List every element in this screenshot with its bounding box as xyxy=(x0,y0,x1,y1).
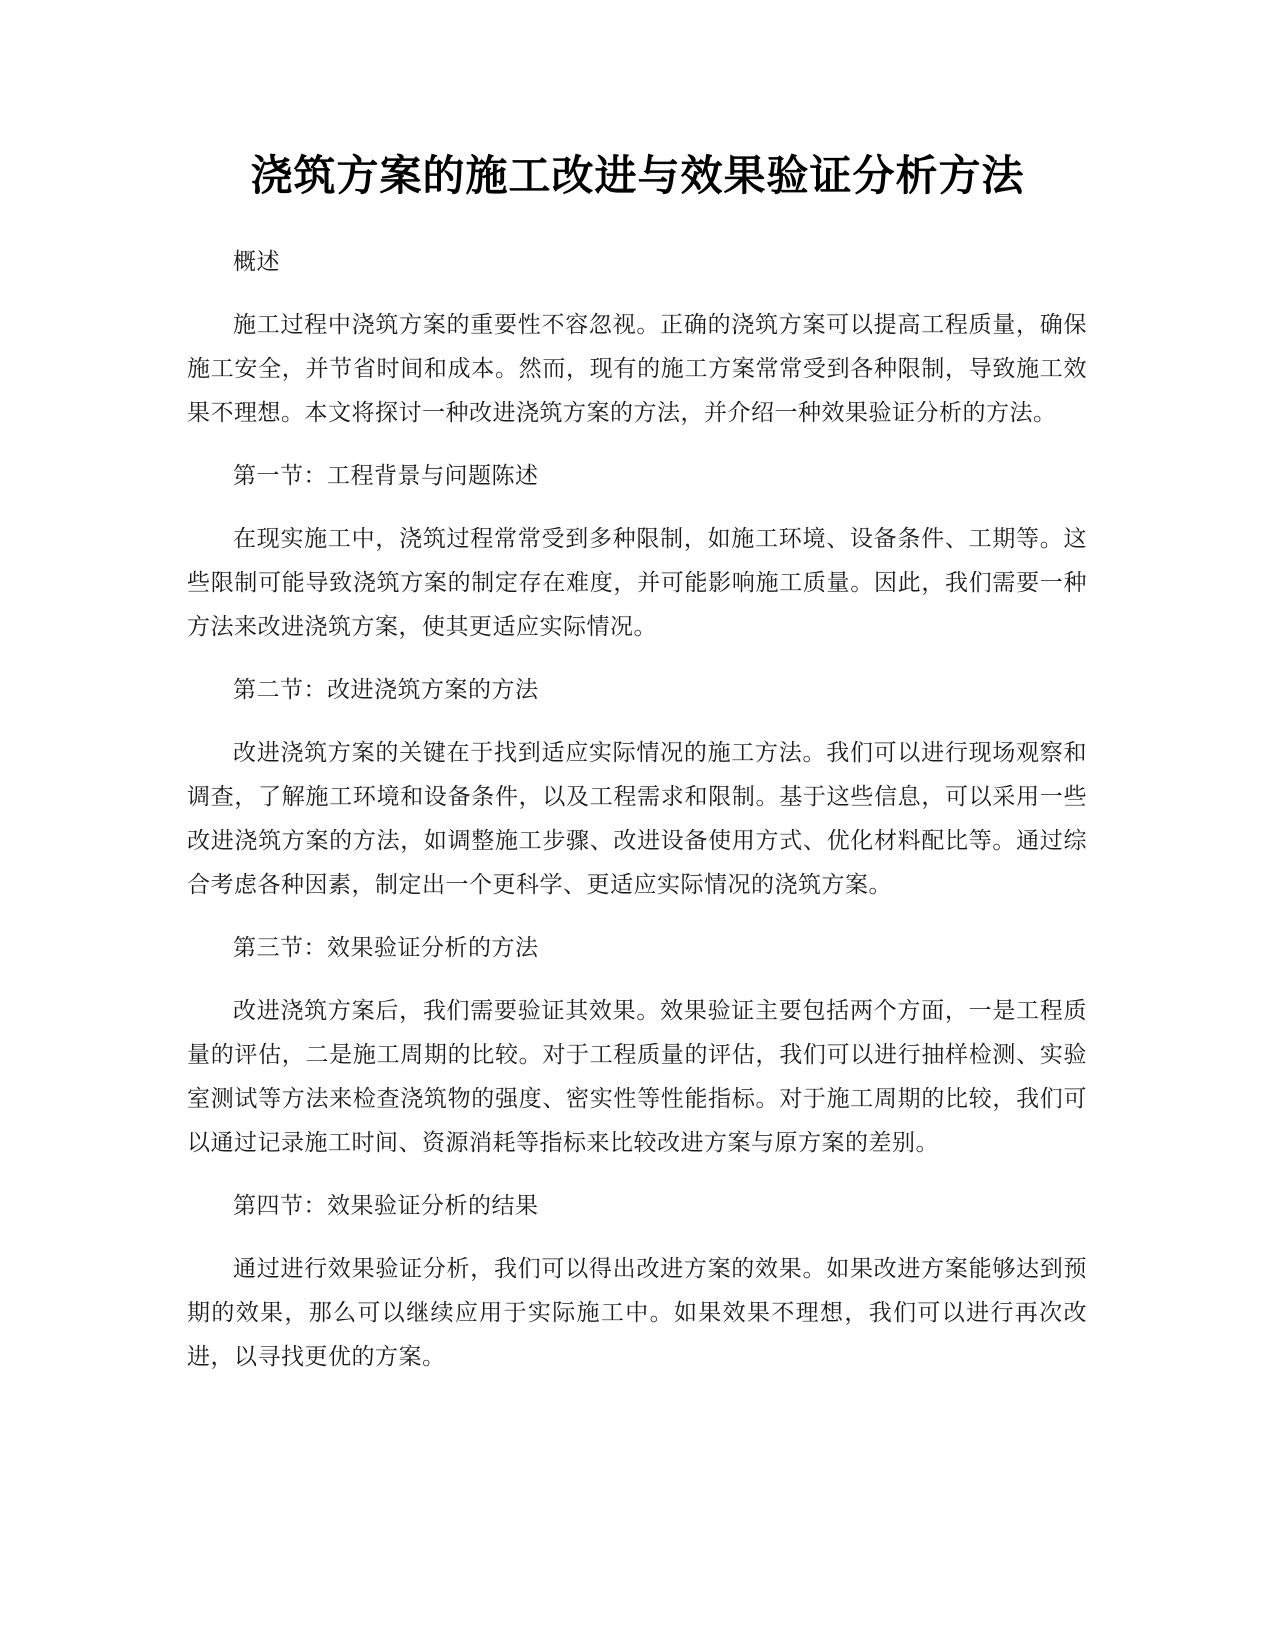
section-1-paragraph: 在现实施工中，浇筑过程常常受到多种限制，如施工环境、设备条件、工期等。这些限制可能导致浇筑方案的制定存在难度，并可能影响施工质量。因此，我们需要一种方法来改进浇筑方案，使其更适应实际情况。 xyxy=(187,526,1087,640)
overview-paragraph: 施工过程中浇筑方案的重要性不容忽视。正确的浇筑方案可以提高工程质量，确保施工安全，并节省时间和成本。然而，现有的施工方案常常受到各种限制，导致施工效果不理想。本文将探讨一种改进浇筑方案的方法，并介绍一种效果验证分析的方法。 xyxy=(187,312,1087,426)
section-4-paragraph: 通过进行效果验证分析，我们可以得出改进方案的效果。如果改进方案能够达到预期的效果，那么可以继续应用于实际施工中。如果效果不理想，我们可以进行再次改进，以寻找更优的方案。 xyxy=(187,1256,1087,1370)
document-body xyxy=(187,240,1087,1379)
section-3-heading: 第三节：效果验证分析的方法 xyxy=(233,935,539,961)
section-1-heading: 第一节：工程背景与问题陈述 xyxy=(233,463,539,489)
overview-heading: 概述 xyxy=(233,249,280,275)
section-4-heading: 第四节：效果验证分析的结果 xyxy=(233,1193,539,1219)
section-2-paragraph: 改进浇筑方案的关键在于找到适应实际情况的施工方法。我们可以进行现场观察和调查，了解施工环境和设备条件，以及工程需求和限制。基于这些信息，可以采用一些改进浇筑方案的方法，如调整施工步骤、改进设备使用方式、优化材料配比等。通过综合考虑各种因素，制定出一个更科学、更适应实际情况的浇筑方案。 xyxy=(187,740,1087,898)
section-2-heading: 第二节：改进浇筑方案的方法 xyxy=(233,677,539,703)
section-3-paragraph: 改进浇筑方案后，我们需要验证其效果。效果验证主要包括两个方面，一是工程质量的评估，二是施工周期的比较。对于工程质量的评估，我们可以进行抽样检测、实验室测试等方法来检查浇筑物的强度、密实性等性能指标。对于施工周期的比较，我们可以通过记录施工时间、资源消耗等指标来比较改进方案与原方案的差别。 xyxy=(187,998,1087,1156)
document-title: 浇筑方案的施工改进与效果验证分析方法 xyxy=(250,151,1025,200)
